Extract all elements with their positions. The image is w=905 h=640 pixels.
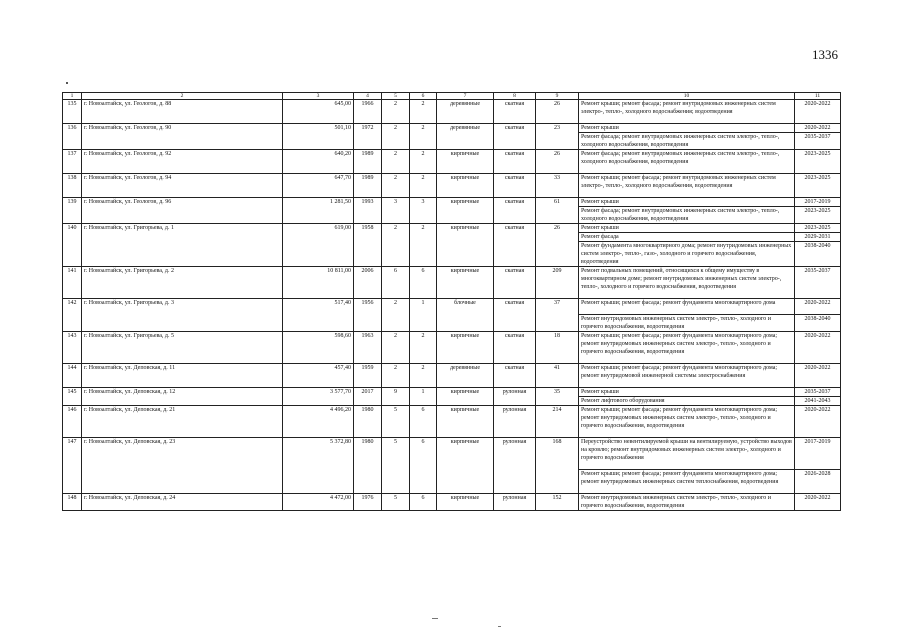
col-header: 1 <box>63 93 82 100</box>
entrances: 2 <box>410 224 437 267</box>
repair-period: 2023-2025 <box>795 174 841 198</box>
residents-count: 168 <box>536 438 579 494</box>
table-row <box>63 364 841 388</box>
row-number: 135 <box>63 100 82 124</box>
residents-count: 61 <box>536 198 579 224</box>
build-year: 1966 <box>354 100 382 124</box>
wall-material: кирпичные <box>437 224 494 267</box>
floors: 2 <box>382 100 410 124</box>
repair-period: 2029-2031 <box>795 233 841 242</box>
address: г. Новоалтайск, ул. Григорьева, д. 5 <box>82 332 283 364</box>
build-year: 1980 <box>354 438 382 494</box>
wall-material: кирпичные <box>437 198 494 224</box>
repair-period: 2020-2022 <box>795 299 841 315</box>
repair-works: Ремонт внутридомовых инженерных систем электро-, тепло-, холодного и горячего водоснабжения, водоотведения <box>579 494 795 511</box>
roof-type: скатная <box>494 224 536 267</box>
repair-period: 2020-2022 <box>795 494 841 511</box>
entrances: 6 <box>410 406 437 438</box>
repair-works: Ремонт крыши <box>579 124 795 133</box>
roof-type: скатная <box>494 332 536 364</box>
row-number: 136 <box>63 124 82 150</box>
build-year: 1989 <box>354 174 382 198</box>
floors: 9 <box>382 388 410 406</box>
entrances: 2 <box>410 100 437 124</box>
address: г. Новоалтайск, ул. Геологов, д. 92 <box>82 150 283 174</box>
scan-dot <box>66 82 68 84</box>
table-row <box>63 438 841 470</box>
floors: 2 <box>382 299 410 332</box>
wall-material: кирпичные <box>437 494 494 511</box>
repair-period: 2020-2022 <box>795 332 841 364</box>
roof-type: скатная <box>494 267 536 299</box>
row-number: 144 <box>63 364 82 388</box>
entrances: 2 <box>410 150 437 174</box>
col-header: 8 <box>494 93 536 100</box>
residents-count: 23 <box>536 124 579 150</box>
wall-material: кирпичные <box>437 267 494 299</box>
floors: 2 <box>382 124 410 150</box>
entrances: 2 <box>410 332 437 364</box>
row-number: 145 <box>63 388 82 406</box>
floors: 2 <box>382 224 410 267</box>
repair-works: Ремонт лифтового оборудования <box>579 397 795 406</box>
total-area: 619,00 <box>283 224 354 267</box>
table-row <box>63 150 841 174</box>
total-area: 5 372,80 <box>283 438 354 494</box>
wall-material: кирпичные <box>437 332 494 364</box>
wall-material: деревянные <box>437 100 494 124</box>
entrances: 6 <box>410 438 437 494</box>
roof-type: рулонная <box>494 494 536 511</box>
table-row <box>63 494 841 511</box>
address: г. Новоалтайск, ул. Деповская, д. 11 <box>82 364 283 388</box>
col-header: 6 <box>410 93 437 100</box>
floors: 2 <box>382 364 410 388</box>
total-area: 647,70 <box>283 174 354 198</box>
residents-count: 35 <box>536 388 579 406</box>
repair-works: Ремонт фасада; ремонт внутридомовых инженерных систем электро-, тепло-, холодного водоснабжения, водоотведения <box>579 150 795 174</box>
table-row <box>63 198 841 207</box>
table-row <box>63 174 841 198</box>
total-area: 598,60 <box>283 332 354 364</box>
repair-period: 2023-2025 <box>795 224 841 233</box>
build-year: 1972 <box>354 124 382 150</box>
address: г. Новоалтайск, ул. Деповская, д. 21 <box>82 406 283 438</box>
repair-works: Ремонт крыши; ремонт фасада; ремонт фундамента многоквартирного дома; ремонт внутридомовой инженерной системы электроснабжения <box>579 364 795 388</box>
wall-material: кирпичные <box>437 150 494 174</box>
residents-count: 152 <box>536 494 579 511</box>
repair-period: 2020-2022 <box>795 124 841 133</box>
total-area: 4 472,00 <box>283 494 354 511</box>
col-header: 3 <box>283 93 354 100</box>
repair-period: 2038-2040 <box>795 242 841 267</box>
row-number: 148 <box>63 494 82 511</box>
address: г. Новоалтайск, ул. Григорьева, д. 1 <box>82 224 283 267</box>
col-header: 2 <box>82 93 283 100</box>
repair-period: 2020-2022 <box>795 364 841 388</box>
row-number: 146 <box>63 406 82 438</box>
roof-type: скатная <box>494 198 536 224</box>
roof-type: скатная <box>494 364 536 388</box>
total-area: 645,00 <box>283 100 354 124</box>
floors: 5 <box>382 438 410 494</box>
repair-period: 2035-2037 <box>795 388 841 397</box>
residents-count: 33 <box>536 174 579 198</box>
entrances: 1 <box>410 388 437 406</box>
col-header: 7 <box>437 93 494 100</box>
roof-type: скатная <box>494 124 536 150</box>
repair-works: Ремонт крыши; ремонт фасада; ремонт фундамента многоквартирного дома; ремонт внутридомовых инженерных систем электро-, тепло-, холодного и горячего водоснабжения, водоотведения <box>579 406 795 438</box>
repair-works: Ремонт фундамента многоквартирного дома; ремонт внутридомовых инженерных систем электро-, тепло-, газо-, холодного и горячего водоснабжения, водоотведения <box>579 242 795 267</box>
col-header: 10 <box>579 93 795 100</box>
address: г. Новоалтайск, ул. Геологов, д. 90 <box>82 124 283 150</box>
address: г. Новоалтайск, ул. Геологов, д. 96 <box>82 198 283 224</box>
roof-type: рулонная <box>494 388 536 406</box>
residents-count: 18 <box>536 332 579 364</box>
entrances: 2 <box>410 174 437 198</box>
wall-material: блочные <box>437 299 494 332</box>
address: г. Новоалтайск, ул. Геологов, д. 88 <box>82 100 283 124</box>
repair-period: 2026-2028 <box>795 470 841 494</box>
roof-type: скатная <box>494 150 536 174</box>
row-number: 141 <box>63 267 82 299</box>
wall-material: деревянные <box>437 124 494 150</box>
total-area: 3 577,70 <box>283 388 354 406</box>
floors: 2 <box>382 150 410 174</box>
row-number: 143 <box>63 332 82 364</box>
row-number: 147 <box>63 438 82 494</box>
table-row <box>63 388 841 397</box>
repair-works: Ремонт фасада; ремонт внутридомовых инженерных систем электро-, тепло-, холодного водоснабжения, водоотведения <box>579 207 795 224</box>
address: г. Новоалтайск, ул. Григорьева, д. 2 <box>82 267 283 299</box>
row-number: 138 <box>63 174 82 198</box>
entrances: 3 <box>410 198 437 224</box>
repair-works: Переустройство невентилируемой крыши на вентилируемую, устройство выходов на кровлю; ремонт внутридомовых инженерных систем электро-, холодного и горячего водоснабжения <box>579 438 795 470</box>
address: г. Новоалтайск, ул. Деповская, д. 23 <box>82 438 283 494</box>
address: г. Новоалтайск, ул. Деповская, д. 12 <box>82 388 283 406</box>
repair-works: Ремонт крыши; ремонт фасада; ремонт фундамента многоквартирного дома <box>579 299 795 315</box>
residents-count: 209 <box>536 267 579 299</box>
build-year: 1956 <box>354 299 382 332</box>
repair-works: Ремонт крыши <box>579 198 795 207</box>
scan-mark <box>498 626 501 627</box>
total-area: 517,40 <box>283 299 354 332</box>
housing-repair-table <box>62 92 841 511</box>
col-header: 9 <box>536 93 579 100</box>
build-year: 1980 <box>354 406 382 438</box>
roof-type: скатная <box>494 174 536 198</box>
residents-count: 37 <box>536 299 579 332</box>
table-row <box>63 267 841 299</box>
col-header: 11 <box>795 93 841 100</box>
repair-works: Ремонт фасада <box>579 233 795 242</box>
repair-period: 2041-2043 <box>795 397 841 406</box>
residents-count: 214 <box>536 406 579 438</box>
floors: 5 <box>382 406 410 438</box>
repair-period: 2020-2022 <box>795 406 841 438</box>
table-row <box>63 100 841 124</box>
entrances: 2 <box>410 364 437 388</box>
table-body <box>63 100 841 511</box>
wall-material: кирпичные <box>437 174 494 198</box>
roof-type: рулонная <box>494 406 536 438</box>
repair-period: 2017-2019 <box>795 438 841 470</box>
table-row <box>63 124 841 133</box>
build-year: 2017 <box>354 388 382 406</box>
roof-type: рулонная <box>494 438 536 494</box>
total-area: 4 496,20 <box>283 406 354 438</box>
repair-period: 2038-2040 <box>795 315 841 332</box>
repair-period: 2017-2019 <box>795 198 841 207</box>
repair-works: Ремонт крыши; ремонт фасада; ремонт внутридомовых инженерных систем электро-, тепло-, холодного водоснабжения; водоотведения <box>579 100 795 124</box>
column-number-row <box>63 93 841 100</box>
repair-period: 2023-2025 <box>795 150 841 174</box>
row-number: 137 <box>63 150 82 174</box>
address: г. Новоалтайск, ул. Деповская, д. 24 <box>82 494 283 511</box>
total-area: 501,10 <box>283 124 354 150</box>
table-row <box>63 299 841 315</box>
repair-period: 2020-2022 <box>795 100 841 124</box>
row-number: 142 <box>63 299 82 332</box>
residents-count: 41 <box>536 364 579 388</box>
row-number: 139 <box>63 198 82 224</box>
address: г. Новоалтайск, ул. Геологов, д. 94 <box>82 174 283 198</box>
residents-count: 26 <box>536 150 579 174</box>
address: г. Новоалтайск, ул. Григорьева, д. 3 <box>82 299 283 332</box>
col-header: 5 <box>382 93 410 100</box>
total-area: 457,40 <box>283 364 354 388</box>
build-year: 1963 <box>354 332 382 364</box>
repair-works: Ремонт подвальных помещений, относящихся к общему имуществу в многоквартирном доме; ремонт внутридомовых инженерных систем электро-, тепло-, холодного и горячего водоснабжения, водоотведения <box>579 267 795 299</box>
build-year: 1958 <box>354 224 382 267</box>
floors: 6 <box>382 267 410 299</box>
repair-period: 2035-2037 <box>795 267 841 299</box>
scan-mark <box>432 618 438 619</box>
wall-material: кирпичные <box>437 438 494 494</box>
repair-works: Ремонт крыши; ремонт фасада; ремонт фундамента многоквартирного дома; ремонт внутридомовых инженерных систем теплоснабжения, водоотведения <box>579 470 795 494</box>
entrances: 6 <box>410 494 437 511</box>
repair-works: Ремонт крыши <box>579 224 795 233</box>
residents-count: 26 <box>536 224 579 267</box>
floors: 2 <box>382 332 410 364</box>
total-area: 10 811,00 <box>283 267 354 299</box>
total-area: 1 281,50 <box>283 198 354 224</box>
repair-works: Ремонт крыши <box>579 388 795 397</box>
repair-period: 2023-2025 <box>795 207 841 224</box>
build-year: 1993 <box>354 198 382 224</box>
page-number: 1336 <box>812 47 838 62</box>
entrances: 6 <box>410 267 437 299</box>
repair-works: Ремонт фасада; ремонт внутридомовых инженерных систем электро-, тепло-, холодного водоснабжения, водоотведения <box>579 133 795 150</box>
build-year: 2006 <box>354 267 382 299</box>
roof-type: скатная <box>494 299 536 332</box>
residents-count: 26 <box>536 100 579 124</box>
repair-works: Ремонт внутридомовых инженерных систем электро-, тепло-, холодного и горячего водоснабжения, водоотведения <box>579 315 795 332</box>
wall-material: деревянные <box>437 364 494 388</box>
build-year: 1959 <box>354 364 382 388</box>
build-year: 1989 <box>354 150 382 174</box>
repair-works: Ремонт крыши; ремонт фасада; ремонт фундамента многоквартирного дома; ремонт внутридомовых инженерных систем электро-, тепло-, холодного и горячего водоснабжения, водоотведения <box>579 332 795 364</box>
roof-type: скатная <box>494 100 536 124</box>
entrances: 1 <box>410 299 437 332</box>
floors: 3 <box>382 198 410 224</box>
table-row <box>63 224 841 233</box>
repair-period: 2035-2037 <box>795 133 841 150</box>
col-header: 4 <box>354 93 382 100</box>
repair-works: Ремонт крыши; ремонт фасада; ремонт внутридомовых инженерных систем электро-, тепло-, холодного водоснабжения, водоотведения <box>579 174 795 198</box>
wall-material: кирпичные <box>437 388 494 406</box>
build-year: 1976 <box>354 494 382 511</box>
floors: 5 <box>382 494 410 511</box>
table-row <box>63 332 841 364</box>
table-row <box>63 406 841 438</box>
entrances: 2 <box>410 124 437 150</box>
row-number: 140 <box>63 224 82 267</box>
floors: 2 <box>382 174 410 198</box>
total-area: 640,20 <box>283 150 354 174</box>
wall-material: кирпичные <box>437 406 494 438</box>
